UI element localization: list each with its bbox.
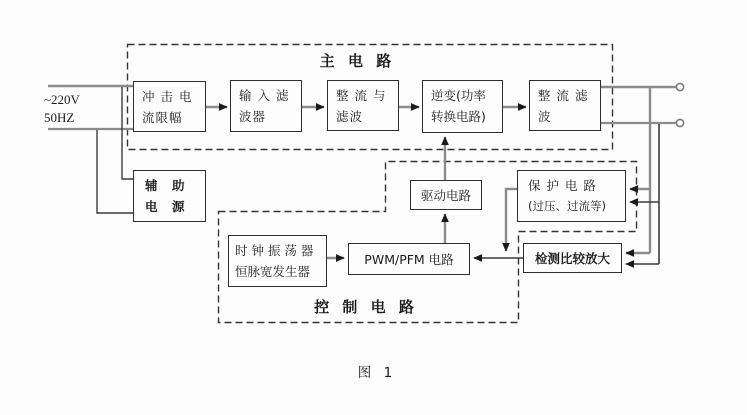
block-input-filter-line2: 波器 <box>239 109 267 124</box>
block-input-filter-line1: 输 入 滤 <box>239 88 290 103</box>
block-protection-line2: (过压、过流等) <box>528 199 606 213</box>
arrow-protection-to-pwm-line <box>506 189 517 251</box>
block-rectifier-filter <box>327 80 399 131</box>
block-surge-limiter-line1: 冲 击 电 <box>142 89 193 104</box>
source-frequency-label: 50HZ <box>44 110 75 125</box>
block-inverter <box>422 80 503 133</box>
block-output-rectifier <box>529 80 601 131</box>
block-output-rectifier-line2: 波 <box>538 109 552 124</box>
output-terminal-upper <box>676 83 683 90</box>
main-circuit-label: 主 电 路 <box>319 52 396 70</box>
block-rectifier-filter-line2: 滤波 <box>336 109 364 124</box>
block-rectifier-filter-line1: 整 流 与 <box>336 88 387 103</box>
block-protection <box>517 170 626 222</box>
block-clock-osc-line2: 恒脉宽发生器 <box>235 264 311 279</box>
block-detect-amp <box>523 243 622 273</box>
figure-caption: 图 1 <box>357 365 393 381</box>
block-inverter-line1: 逆变(功率 <box>431 88 486 103</box>
block-aux-power <box>133 170 206 222</box>
block-protection-line1: 保 护 电 路 <box>528 178 597 193</box>
block-pwm-pfm <box>348 243 470 275</box>
block-surge-limiter <box>133 81 206 132</box>
block-inverter-line2: 转换电路) <box>431 109 486 124</box>
block-pwm-pfm-line1: PWM/PFM 电路 <box>364 251 454 267</box>
block-driver-line1: 驱动电路 <box>420 187 471 203</box>
block-input-filter <box>230 80 302 132</box>
output-terminal-lower <box>676 119 683 126</box>
block-detect-amp-line1: 检测比较放大 <box>534 250 610 266</box>
block-aux-power-line2: 电 源 <box>145 199 186 214</box>
block-surge-limiter-line2: 流限幅 <box>142 110 183 125</box>
block-clock-osc <box>228 235 327 287</box>
block-aux-power-line1: 辅 助 <box>145 178 186 193</box>
block-output-rectifier-line1: 整 流 滤 <box>538 88 589 103</box>
control-circuit-label: 控 制 电 路 <box>314 298 418 316</box>
block-clock-osc-line1: 时 钟 振 荡 器 <box>235 243 314 258</box>
source-voltage-label: ~220V <box>44 92 80 107</box>
block-driver <box>410 180 482 210</box>
